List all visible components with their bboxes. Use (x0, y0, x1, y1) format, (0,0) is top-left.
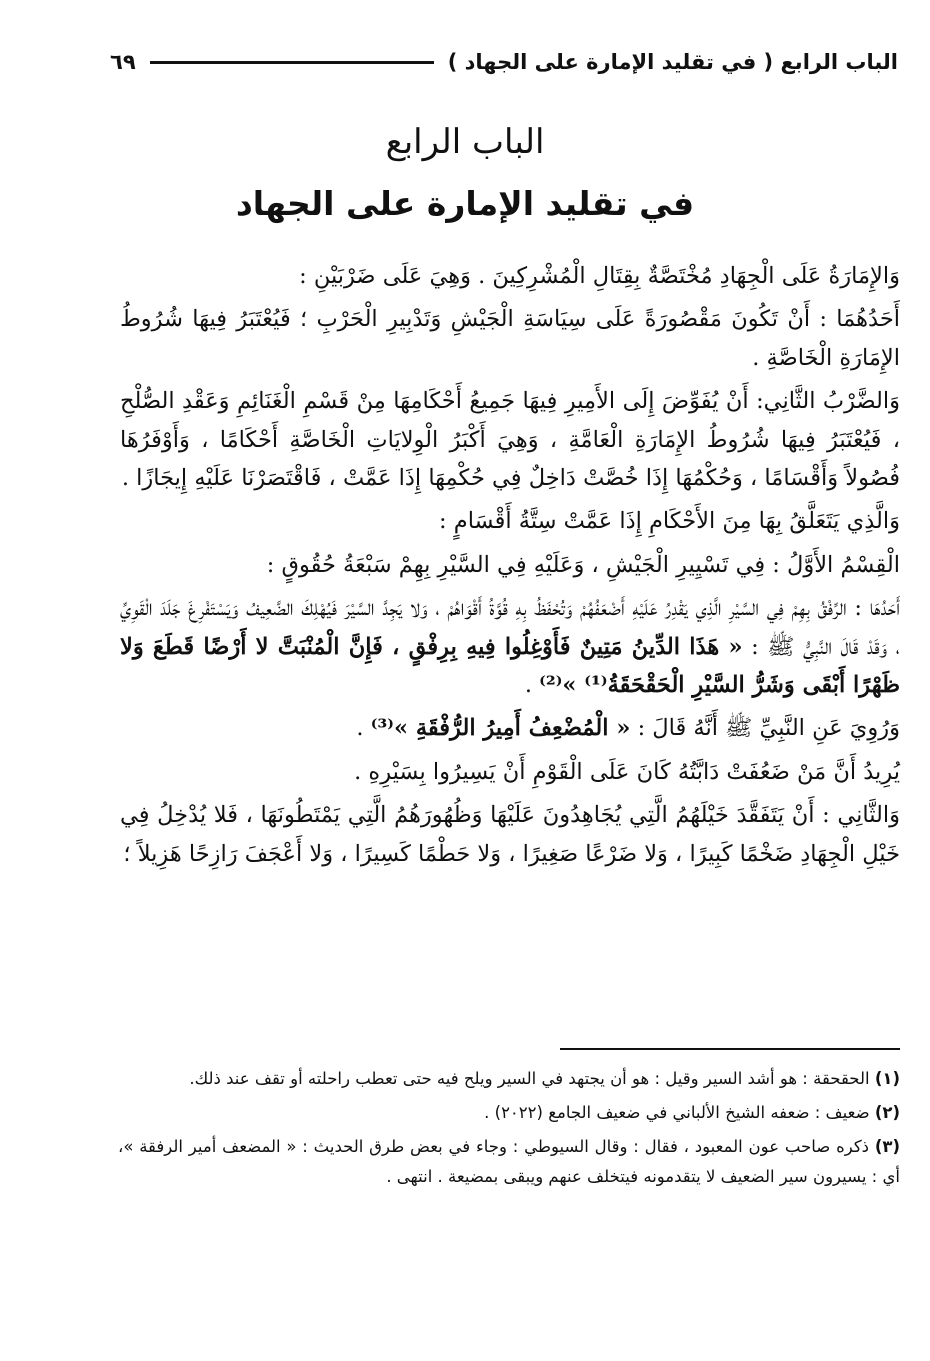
running-header (110, 42, 898, 82)
footnote-2 (118, 1098, 900, 1128)
footnote-3 (118, 1132, 900, 1192)
paragraph-6-end: . (524, 672, 540, 699)
paragraph-3: وَالضَّرْبُ الثَّانِي: أَنْ يُفَوِّضَ إِلَى الأَمِيرِ فِيهَا جَمِيعُ أَحْكَامِهَا مِنْ قَسْمِ الْغَنَائِمِ وَعَقْدِ الصُّلْحِ ، فَيُعْتَبَرُ فِيهَا شُرُوطُ الإِمَارَةِ الْعَامَّةِ ، وَهِيَ أَكْبَرُ الْوِلايَاتِ الْخَاصَّةِ أَحْكَامًا ، وَأَوْفَرُهَا فُصُولاً وَأَقْسَامًا ، وَحُكْمُهَا إِذَا خُصَّتْ دَاخِلٌ فِي حُكْمِهَا إِذَا عَمَّتْ ، فَاقْتَصَرْنَا عَلَيْهِ إِيجَازًا . (120, 388, 900, 492)
hadith-quote-1: « هَذَا الدِّينُ مَتِينٌ فَأَوْغِلُوا فِيهِ بِرِفْقٍ ، فَإِنَّ الْمُنْبَتَّ لا أَرْضًا قَطَعَ وَلا ظَهْرًا أَبْقَى وَشَرُّ السَّيْرِ الْحَقْحَقَةُ⁽¹⁾ »⁽²⁾ (120, 633, 900, 699)
page-number: ٦٩ (110, 50, 136, 74)
paragraph-7-end: . (356, 715, 371, 742)
chapter-subtitle: في تقليد الإمارة على الجهاد (235, 184, 695, 223)
hadith-quote-2: « الْمُضْعِفُ أَمِيرُ الرُّفْقَةِ »⁽³⁾ (370, 715, 631, 742)
header-rule (150, 61, 434, 64)
paragraph-7 (120, 709, 900, 747)
paragraph-9: وَالثَّانِي : أَنْ يَتَفَقَّدَ خَيْلَهُمُ الَّتِي يُجَاهِدُونَ عَلَيْهَا وَظُهُورَهُمُ الَّتِي يَمْتَطُونَهَا ، فَلا يُدْخِلُ فِي خَيْلِ الْجِهَادِ ضَخْمًا كَبِيرًا ، وَلا ضَرْعًا صَغِيرًا ، وَلا حَطْمًا كَسِيرًا ، وَلا أَعْجَفَ رَازِحًا هَزِيلاً ؛ (120, 802, 900, 867)
footnote-1-text: الحقحقة : هو أشد السير وقيل : هو أن يجتهد في السير ويلح فيه حتى تعطب راحلته أو تقف عند ذلك. (189, 1069, 870, 1088)
body-text (120, 257, 900, 878)
footnote-1-number: (١) (874, 1069, 900, 1088)
footnote-1 (118, 1064, 900, 1094)
chapter-title: الباب الرابع (385, 122, 545, 162)
footnote-3-number: (٣) (874, 1137, 900, 1156)
paragraph-6 (120, 589, 900, 704)
paragraph-7-text: وَرُوِيَ عَنِ النَّبِيِّ ﷺ أَنَّهُ قَالَ : (637, 715, 900, 742)
paragraph-4: وَالَّذِي يَتَعَلَّقُ بِهَا مِنَ الأَحْكَامِ إِذَا عَمَّتْ سِتَّةُ أَقْسَامٍ : (439, 508, 900, 535)
paragraph-6-text: أَحَدُهَا : الرِّفْقُ بِهِمْ فِي السَّيْرِ الَّذِي يَقْدِرُ عَلَيْهِ أَضْعَفُهُمْ وَتُحْفَظُ بِهِ قُوَّةُ أَقْوَاهُمْ ، وَلا يَجِدَّ السَّيْرَ فَيُهْلِكَ الضَّعِيفُ وَيَسْتَفْرِغَ جَلَدَ الْقَوِيِّ ، وَقَدْ قَالَ النَّبِيُّ ﷺ : (120, 595, 900, 660)
footnote-rule (560, 1048, 900, 1050)
paragraph-1: وَالإِمَارَةُ عَلَى الْجِهَادِ مُخْتَصَّةٌ بِقِتَالِ الْمُشْرِكِينَ . وَهِيَ عَلَى ضَرْبَيْنِ : (299, 263, 900, 289)
running-title: الباب الرابع ( في تقليد الإمارة على الجهاد ) (447, 50, 898, 74)
paragraph-8: يُرِيدُ أَنَّ مَنْ ضَعُفَتْ دَابَّتُهُ كَانَ عَلَى الْقَوْمِ أَنْ يَسِيرُوا بِسَيْرِهِ . (354, 758, 900, 785)
footnote-2-text: ضعيف : ضعفه الشيخ الألباني في ضعيف الجامع (٢٠٢٢) . (484, 1103, 870, 1122)
footnote-2-number: (٢) (874, 1103, 900, 1122)
paragraph-5: الْقِسْمُ الأَوَّلُ : فِي تَسْيِيرِ الْجَيْشِ ، وَعَلَيْهِ فِي السَّيْرِ بِهِمْ سَبْعَةُ حُقُوقٍ : (266, 551, 900, 578)
footnote-3-text: ذكره صاحب عون المعبود ، فقال : وقال السيوطي : وجاء في بعض طرق الحديث : « المضعف أمير الرفقة »، أي : يسيرون سير الضعيف لا يتقدمونه فيتخلف عنهم ويبقى بمضيعة . انتهى . (118, 1137, 900, 1186)
footnotes (118, 1064, 900, 1196)
paragraph-2: أَحَدُهُمَا : أَنْ تَكُونَ مَقْصُورَةً عَلَى سِيَاسَةِ الْجَيْشِ وَتَدْبِيرِ الْحَرْبِ ؛ فَيُعْتَبَرُ فِيهَا شُرُوطُ الإِمَارَةِ الْخَاصَّةِ . (120, 306, 900, 371)
